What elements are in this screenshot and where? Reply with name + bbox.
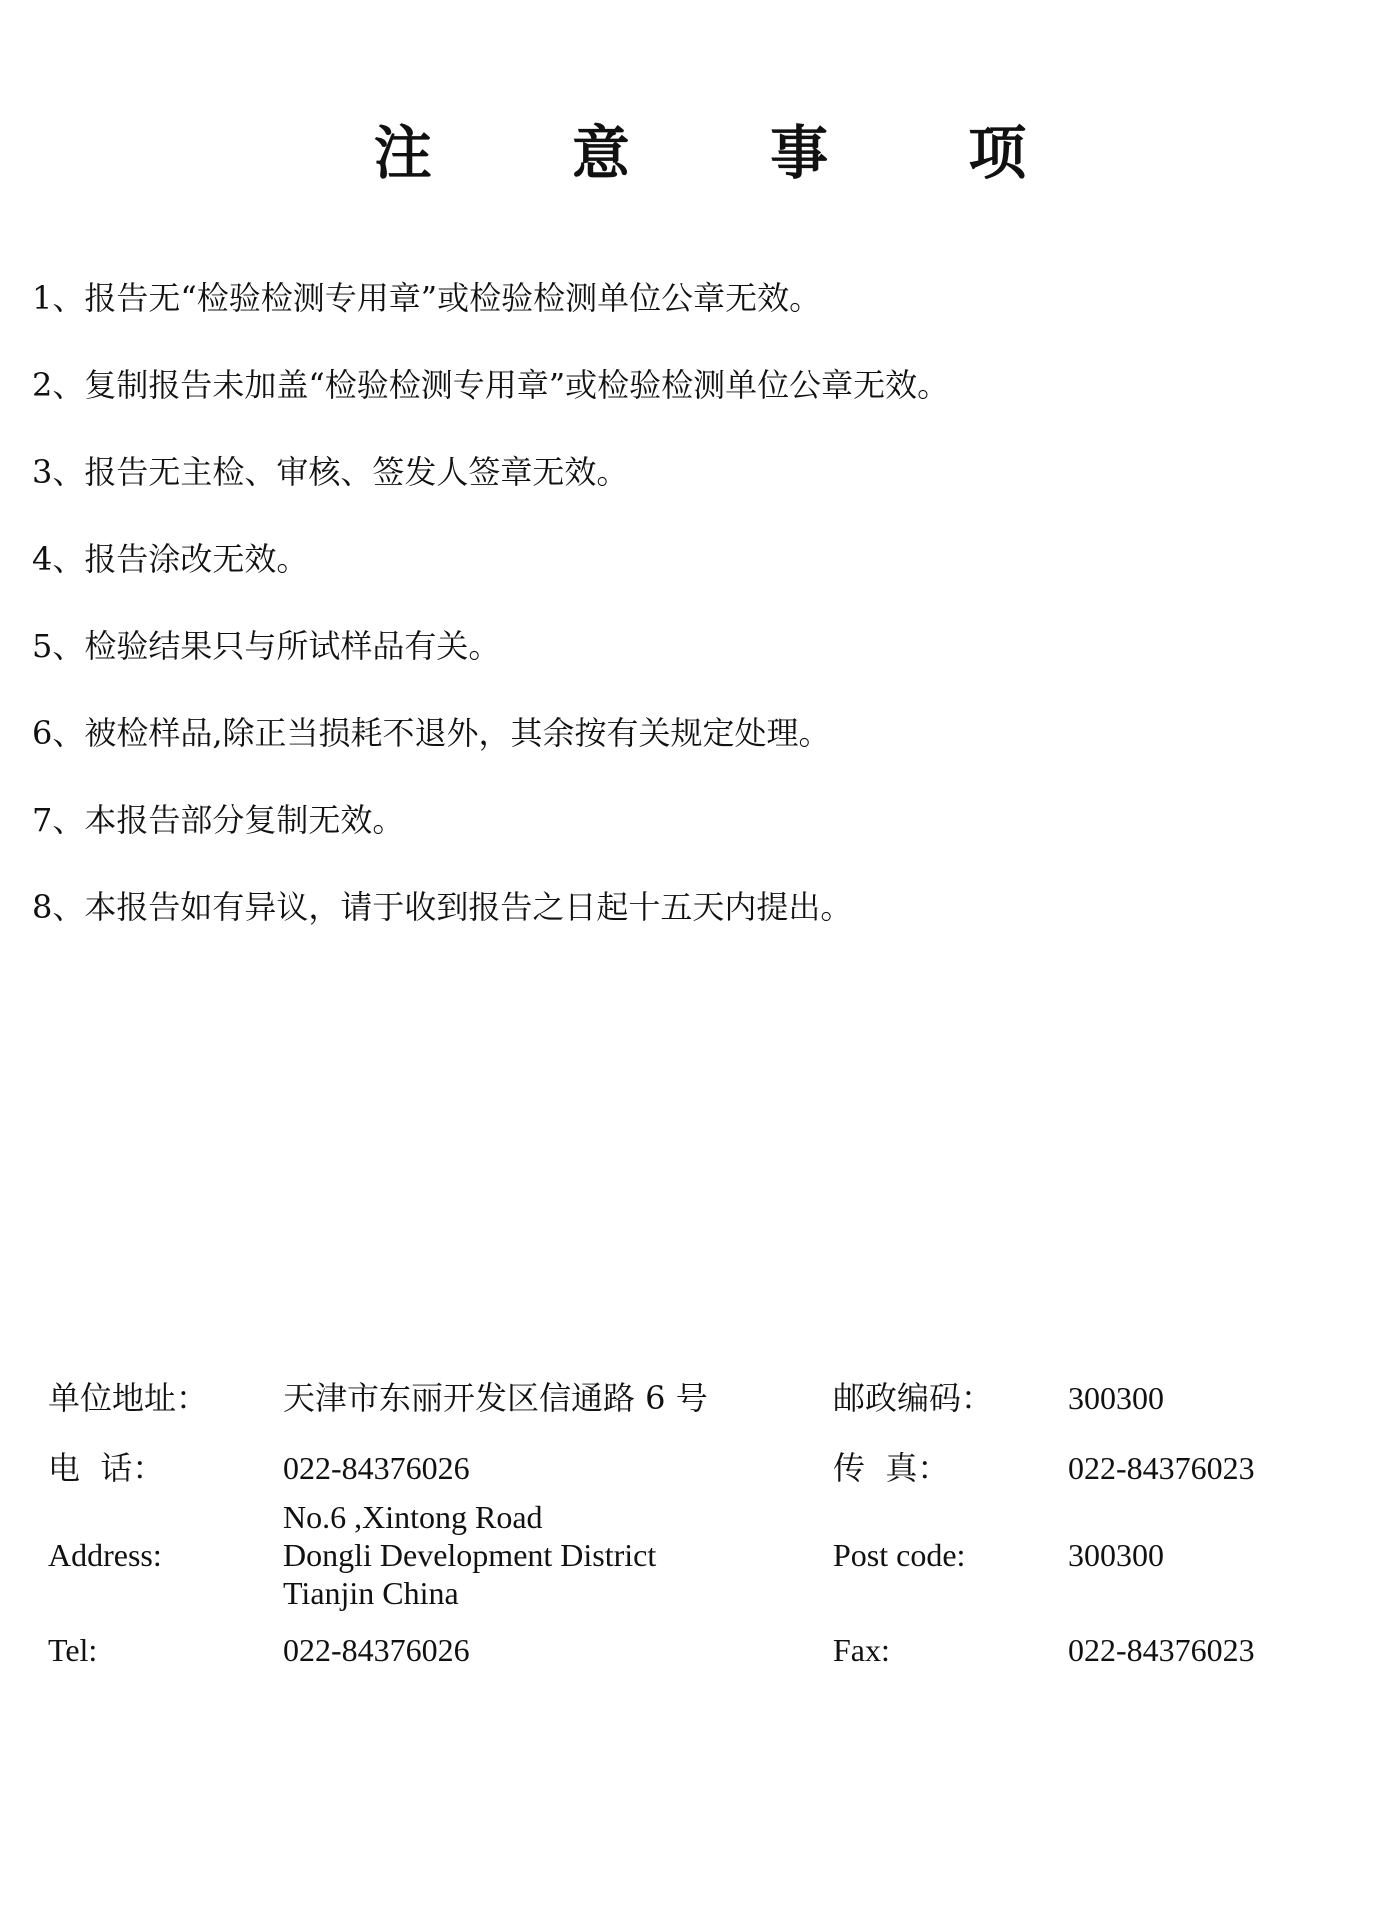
address-en-line-2: Dongli Development District: [283, 1537, 657, 1573]
contact-block: [48, 1378, 1368, 1680]
page-title: 注 意 事 项: [373, 119, 1087, 187]
phone-cn-label: 电 话：: [48, 1449, 165, 1487]
tel-en-label: Tel:: [48, 1632, 98, 1668]
notice-item-1: 1、报告无“检验检测专用章”或检验检测单位公章无效。: [32, 279, 822, 317]
postcode-cn-label: 邮政编码：: [833, 1379, 994, 1417]
notice-item-2: 2、复制报告未加盖“检验检测专用章”或检验检测单位公章无效。: [32, 366, 950, 404]
notice-item-3: 3、报告无主检、审核、签发人签章无效。: [32, 453, 629, 491]
address-cn-label: 单位地址：: [48, 1379, 209, 1417]
notice-item-6: 6、被检样品,除正当损耗不退外，其余按有关规定处理。: [32, 714, 831, 752]
contact-row-address-cn: [48, 1378, 1368, 1448]
phone-cn-value: 022-84376026: [283, 1450, 470, 1486]
notice-item-4: 4、报告涂改无效。: [32, 540, 309, 578]
postcode-cn-value: 300300: [1068, 1380, 1164, 1416]
fax-cn-value: 022-84376023: [1068, 1450, 1255, 1486]
contact-row-tel-en: [48, 1630, 1368, 1680]
contact-row-phone-cn: [48, 1448, 1368, 1498]
address-en-value: [283, 1498, 656, 1612]
fax-cn-label: 传 真：: [833, 1449, 950, 1487]
tel-en-value: 022-84376026: [283, 1632, 470, 1668]
postcode-en-label: Post code:: [833, 1537, 966, 1573]
postcode-en-value: 300300: [1068, 1537, 1164, 1573]
address-en-label: Address:: [48, 1537, 162, 1573]
fax-en-label: Fax:: [833, 1632, 890, 1668]
fax-en-value: 022-84376023: [1068, 1632, 1255, 1668]
notice-list: [32, 278, 1372, 974]
contact-row-address-en: [48, 1498, 1368, 1630]
address-cn-value: 天津市东丽开发区信通路 6 号: [283, 1379, 708, 1417]
notice-item-8: 8、本报告如有异议，请于收到报告之日起十五天内提出。: [32, 888, 853, 926]
notice-item-5: 5、检验结果只与所试样品有关。: [32, 627, 501, 665]
address-en-line-1: No.6 ,Xintong Road: [283, 1499, 543, 1535]
notice-item-7: 7、本报告部分复制无效。: [32, 801, 405, 839]
address-en-line-3: Tianjin China: [283, 1575, 459, 1611]
